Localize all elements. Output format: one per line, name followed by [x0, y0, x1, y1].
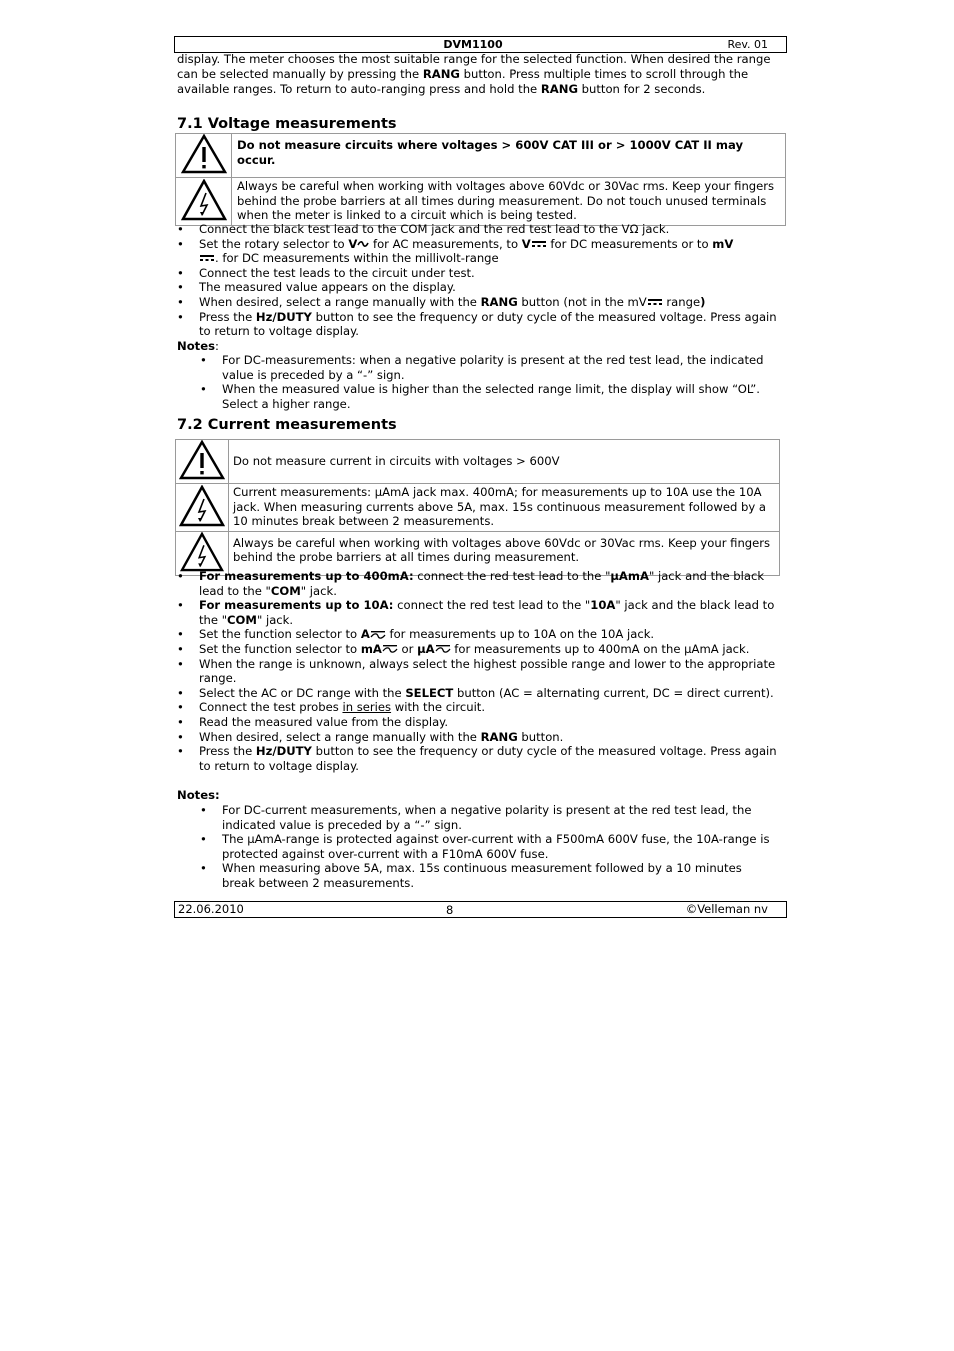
current-notes-label: Notes: [177, 788, 220, 802]
bullet: • [200, 861, 207, 876]
amp-symbol: A [360, 627, 370, 642]
list-item-text: For DC-current measurements, when a negative polarity is present at the red test lead, the indicated value is preceded by a “-” sign. [222, 803, 752, 832]
rang-keyword: RANG [422, 66, 460, 81]
list-item [177, 730, 777, 745]
notes-colon: : [214, 339, 219, 353]
warning-text: Current measurements: µAmA jack max. 400mA; for measurements up to 10A use the 10A jack. When measuring currents above 5A, max. 15s continuous measurement followed by a 10 minutes break between 2 measurements. [229, 484, 780, 532]
list-item-text: for measurements up to 10A on the 10A jack. [385, 627, 655, 642]
list-item [177, 715, 777, 730]
bullet: • [177, 598, 184, 613]
bullet: • [177, 309, 184, 324]
list-item [177, 642, 777, 657]
list-item-text: Set the function selector to [199, 641, 361, 656]
revision: Rev. 01 [727, 38, 768, 51]
jack-label: 10A [590, 598, 616, 613]
list-item [177, 237, 777, 266]
hz-duty-keyword: Hz/DUTY [255, 309, 312, 324]
bullet: • [177, 714, 184, 729]
high-voltage-icon [179, 532, 225, 572]
list-item-text: Press the [199, 744, 256, 759]
list-item-text: for DC measurements or to [546, 236, 713, 251]
bullet: • [200, 382, 207, 397]
intro-text: button. Press multiple times to scroll through the available ranges. To return to auto-ranging press and hold the [177, 66, 749, 96]
list-item-text: with the circuit. [391, 700, 486, 715]
dc-symbol-icon [647, 298, 663, 307]
bullet: • [177, 729, 184, 744]
doc-title: DVM1100 [443, 38, 503, 51]
list-item [200, 803, 770, 832]
ac-dc-symbol-icon [435, 644, 451, 654]
bullet: • [177, 656, 184, 671]
current-steps-list [177, 569, 777, 773]
list-item-text: For DC-measurements: when a negative polarity is present at the red test lead, the indicated value is preceded by a “-” sign. [222, 353, 764, 382]
list-item-text: When the range is unknown, always select the highest possible range and lower to the appropriate range. [199, 656, 776, 686]
list-item [177, 657, 777, 686]
bullet: • [200, 353, 207, 367]
warning-cell [176, 134, 232, 178]
list-item-text: button. [517, 729, 564, 744]
dc-symbol-icon [199, 254, 215, 263]
voltage-steps-list [177, 222, 777, 339]
list-item-text: " jack and the black lead to the " [199, 569, 765, 598]
bullet: • [177, 280, 184, 295]
list-item-bold: For measurements up to 400mA: [199, 569, 414, 583]
list-item [177, 598, 777, 627]
warning-text: Always be careful when working with voltages above 60Vdc or 30Vac rms. Keep your fingers behind the probe barriers at all times during measurement. Do not touch unused terminals when the meter is linked to a circuit which is being tested. [232, 178, 786, 226]
voltage-notes-label [177, 339, 219, 354]
list-item [200, 832, 770, 861]
notes-label-text: Notes [177, 339, 215, 353]
bullet: • [200, 803, 207, 817]
list-item-text: button to see the frequency or duty cycle of the measured voltage. Press again to return to voltage display. [199, 744, 777, 773]
list-item-text: When measuring above 5A, max. 15s continuous measurement followed by a 10 minutes break between 2 measurements. [222, 861, 742, 890]
warning-exclamation-icon [181, 134, 227, 174]
list-item [177, 310, 777, 339]
bullet: • [177, 744, 184, 759]
list-item [177, 744, 777, 773]
warning-text: Do not measure circuits where voltages > 600V CAT III or > 1000V CAT II may occur. [232, 134, 786, 178]
bullet: • [177, 294, 184, 309]
list-item-bold: For measurements up to 10A: [199, 598, 394, 613]
warning-text: Do not measure current in circuits with voltages > 600V [229, 440, 780, 484]
warning-cell [176, 484, 229, 532]
hz-duty-keyword: Hz/DUTY [255, 744, 312, 759]
warning-text: Always be careful when working with voltages above 60Vdc or 30Vac rms. Keep your fingers behind the probe barriers at all times during measurement. [229, 531, 780, 575]
list-item-text: connect the red test lead to the " [393, 598, 591, 613]
list-item-text: " jack and the black lead to the " [199, 598, 775, 627]
bullet: • [177, 236, 184, 251]
list-item-text: When the measured value is higher than the selected range limit, the display will show “OL”. Select a higher range. [222, 382, 760, 411]
warning-cell [176, 440, 229, 484]
list-item-text: Read the measured value from the display. [199, 714, 449, 729]
page-number: 8 [446, 903, 454, 917]
list-item [177, 700, 777, 715]
rang-keyword: RANG [480, 294, 518, 309]
volt-symbol: V [348, 236, 358, 251]
list-item-text: Connect the test probes [199, 700, 343, 715]
list-item-text: button (AC = alternating current, DC = direct current). [453, 685, 774, 700]
intro-text: button for 2 seconds. [577, 81, 706, 96]
ac-wave-icon [357, 240, 369, 248]
current-notes-list [200, 803, 770, 891]
list-item-text: button (not in the mV [517, 294, 647, 309]
list-item-text: for AC measurements, to [369, 236, 522, 251]
list-item-text: Set the rotary selector to [199, 236, 349, 251]
list-item-text: When desired, select a range manually with the [199, 729, 481, 744]
list-item [200, 382, 770, 411]
list-item-text: The measured value appears on the display. [199, 280, 456, 295]
bullet: • [177, 700, 184, 715]
list-item-text: Set the function selector to [199, 627, 361, 642]
volt-symbol: V [521, 236, 531, 251]
high-voltage-icon [179, 485, 225, 527]
list-item-text: " jack. [300, 583, 337, 598]
list-item [177, 295, 777, 310]
list-item [177, 280, 777, 295]
ac-dc-symbol-icon [382, 644, 398, 654]
ac-dc-symbol-icon [370, 630, 386, 640]
list-item-text: Connect the test leads to the circuit under test. [199, 265, 475, 280]
select-keyword: SELECT [405, 685, 454, 700]
rang-keyword: RANG [540, 81, 578, 96]
list-item [177, 627, 777, 642]
microamp-symbol: µA [417, 641, 435, 656]
high-voltage-icon [181, 179, 227, 221]
rang-keyword: RANG [480, 729, 518, 744]
list-item-text: Press the [199, 309, 256, 324]
section-heading-voltage: 7.1 Voltage measurements [177, 116, 397, 132]
list-item [177, 266, 777, 281]
intro-paragraph [177, 52, 777, 96]
voltage-notes-list [200, 353, 770, 411]
list-item-text: button to see the frequency or duty cycle of the measured voltage. Press again to return to voltage display. [199, 309, 777, 339]
copyright: ©Velleman nv [685, 902, 768, 916]
bullet: • [177, 685, 184, 700]
underlined-text: in series [342, 700, 392, 715]
list-item-text: Connect the black test lead to the COM jack and the red test lead to the VΩ jack. [199, 222, 670, 236]
list-item [177, 686, 777, 701]
list-item-text: The µAmA-range is protected against over-current with a F500mA 600V fuse, the 10A-range is protected against over-current with a F10mA 600V fuse. [222, 832, 770, 861]
list-item [177, 569, 777, 598]
milliamp-symbol: mA [360, 641, 382, 656]
jack-label: µAmA [610, 569, 649, 583]
warning-cell [176, 178, 232, 226]
intro-text: display. The meter chooses the most suitable range for the selected function. When desired the range can be selected manually by pressing the [177, 52, 771, 81]
bullet: • [177, 222, 184, 236]
list-item-text: When desired, select a range manually with the [199, 294, 481, 309]
paren: ) [700, 294, 706, 309]
list-item-text: or [397, 641, 418, 656]
jack-label: COM [270, 583, 301, 598]
millivolt-symbol: mV [712, 236, 734, 251]
list-item-text: . for DC measurements within the millivolt-range [215, 251, 499, 266]
warning-exclamation-icon [179, 440, 225, 480]
dc-symbol-icon [531, 240, 547, 249]
list-item-text: range [662, 294, 701, 309]
bullet: • [200, 832, 207, 847]
bullet: • [177, 265, 184, 280]
footer-date: 22.06.2010 [178, 902, 244, 916]
list-item [177, 222, 777, 237]
current-warning-table [175, 439, 780, 576]
list-item [200, 353, 770, 382]
list-item-text: " jack. [256, 612, 294, 627]
page-footer [174, 901, 787, 918]
bullet: • [177, 569, 184, 583]
section-heading-current: 7.2 Current measurements [177, 417, 397, 433]
list-item-text: Select the AC or DC range with the [199, 685, 406, 700]
list-item-text: connect the red test lead to the " [413, 569, 611, 583]
bullet: • [177, 641, 184, 656]
page-header [174, 36, 787, 53]
bullet: • [177, 627, 184, 642]
list-item [200, 861, 770, 890]
jack-label: COM [227, 612, 257, 627]
voltage-warning-table [175, 133, 786, 226]
list-item-text: for measurements up to 400mA on the µAmA jack. [450, 641, 750, 656]
